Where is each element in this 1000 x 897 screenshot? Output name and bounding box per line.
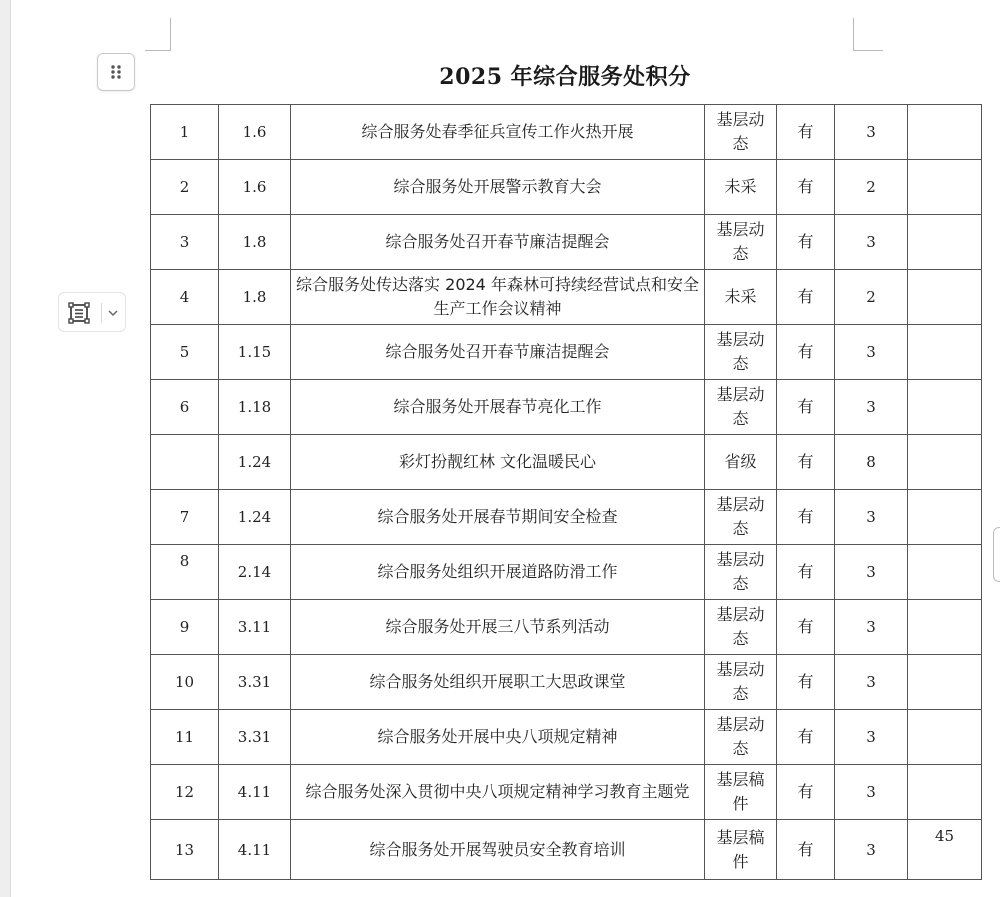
row-category[interactable]: 基层动态 xyxy=(705,215,777,270)
row-has[interactable]: 有 xyxy=(777,160,835,215)
row-has[interactable]: 有 xyxy=(777,215,835,270)
row-number[interactable]: 12 xyxy=(151,765,219,820)
row-total[interactable] xyxy=(908,765,982,820)
row-score[interactable]: 3 xyxy=(835,710,908,765)
row-number[interactable]: 4 xyxy=(151,270,219,325)
row-total[interactable] xyxy=(908,655,982,710)
row-number[interactable]: 5 xyxy=(151,325,219,380)
row-number[interactable]: 7 xyxy=(151,490,219,545)
row-content[interactable]: 综合服务处深入贯彻中央八项规定精神学习教育主题党 xyxy=(291,765,705,820)
row-date[interactable]: 1.24 xyxy=(219,490,291,545)
page-margin-corner-right xyxy=(853,18,883,51)
table-row xyxy=(151,105,982,160)
row-content[interactable]: 彩灯扮靓红林 文化温暖民心 xyxy=(291,435,705,490)
row-content[interactable]: 综合服务处春季征兵宣传工作火热开展 xyxy=(291,105,705,160)
row-date[interactable]: 3.31 xyxy=(219,710,291,765)
row-date[interactable]: 1.15 xyxy=(219,325,291,380)
block-drag-handle[interactable] xyxy=(97,53,135,91)
row-score[interactable]: 2 xyxy=(835,270,908,325)
table-row xyxy=(151,545,982,600)
row-has[interactable]: 有 xyxy=(777,105,835,160)
row-has[interactable]: 有 xyxy=(777,765,835,820)
row-score[interactable]: 3 xyxy=(835,105,908,160)
row-total[interactable] xyxy=(908,160,982,215)
table-row xyxy=(151,490,982,545)
row-category[interactable]: 省级 xyxy=(705,435,777,490)
row-score[interactable]: 2 xyxy=(835,160,908,215)
row-score[interactable]: 3 xyxy=(835,820,908,880)
row-score[interactable]: 8 xyxy=(835,435,908,490)
table-row xyxy=(151,820,982,880)
row-content[interactable]: 综合服务处开展春节亮化工作 xyxy=(291,380,705,435)
row-category[interactable]: 基层动态 xyxy=(705,545,777,600)
editor-left-gutter xyxy=(0,0,11,897)
row-number[interactable]: 6 xyxy=(151,380,219,435)
row-total[interactable] xyxy=(908,710,982,765)
row-category[interactable]: 基层动态 xyxy=(705,655,777,710)
row-content[interactable]: 综合服务处召开春节廉洁提醒会 xyxy=(291,215,705,270)
row-score[interactable]: 3 xyxy=(835,215,908,270)
row-number[interactable]: 8 xyxy=(151,545,219,600)
row-total[interactable] xyxy=(908,435,982,490)
row-date[interactable]: 1.8 xyxy=(219,215,291,270)
table-row xyxy=(151,325,982,380)
row-content[interactable]: 综合服务处开展春节期间安全检查 xyxy=(291,490,705,545)
row-total[interactable] xyxy=(908,600,982,655)
row-has[interactable]: 有 xyxy=(777,820,835,880)
table-row xyxy=(151,765,982,820)
document-title: 2025 年综合服务处积分 xyxy=(439,64,691,90)
row-content[interactable]: 综合服务处开展三八节系列活动 xyxy=(291,600,705,655)
row-score[interactable]: 3 xyxy=(835,655,908,710)
table-tool-menu[interactable] xyxy=(58,292,126,332)
score-table xyxy=(150,104,982,880)
row-category[interactable]: 基层稿件 xyxy=(705,820,777,880)
row-score[interactable]: 3 xyxy=(835,600,908,655)
row-score[interactable]: 3 xyxy=(835,490,908,545)
row-has[interactable]: 有 xyxy=(777,380,835,435)
score-table-body xyxy=(151,105,982,880)
row-number[interactable]: 10 xyxy=(151,655,219,710)
row-total[interactable]: 45 xyxy=(908,820,982,880)
table-select-icon[interactable] xyxy=(67,301,91,325)
row-date[interactable]: 1.6 xyxy=(219,160,291,215)
row-total[interactable] xyxy=(908,270,982,325)
row-category[interactable]: 未采 xyxy=(705,160,777,215)
row-total[interactable] xyxy=(908,490,982,545)
row-total[interactable] xyxy=(908,105,982,160)
side-panel-tab[interactable] xyxy=(993,527,1000,582)
row-content[interactable]: 综合服务处召开春节廉洁提醒会 xyxy=(291,325,705,380)
row-category[interactable]: 未采 xyxy=(705,270,777,325)
row-total[interactable] xyxy=(908,545,982,600)
row-category[interactable]: 基层稿件 xyxy=(705,765,777,820)
table-row xyxy=(151,600,982,655)
row-category[interactable]: 基层动态 xyxy=(705,325,777,380)
row-has[interactable]: 有 xyxy=(777,325,835,380)
row-has[interactable]: 有 xyxy=(777,435,835,490)
row-date[interactable]: 1.18 xyxy=(219,380,291,435)
row-number[interactable]: 1 xyxy=(151,105,219,160)
row-content[interactable]: 综合服务处开展驾驶员安全教育培训 xyxy=(291,820,705,880)
row-date[interactable]: 1.8 xyxy=(219,270,291,325)
row-score[interactable]: 3 xyxy=(835,765,908,820)
row-content[interactable]: 综合服务处组织开展职工大思政课堂 xyxy=(291,655,705,710)
row-date[interactable]: 1.6 xyxy=(219,105,291,160)
row-score[interactable]: 3 xyxy=(835,380,908,435)
row-date[interactable]: 3.11 xyxy=(219,600,291,655)
row-category[interactable]: 基层动态 xyxy=(705,600,777,655)
drag-handle-icon xyxy=(107,63,125,81)
row-content[interactable]: 综合服务处组织开展道路防滑工作 xyxy=(291,545,705,600)
row-content[interactable]: 综合服务处开展警示教育大会 xyxy=(291,160,705,215)
page-margin-corner-left xyxy=(145,18,171,51)
row-category[interactable]: 基层动态 xyxy=(705,490,777,545)
row-number[interactable]: 13 xyxy=(151,820,219,880)
row-total[interactable] xyxy=(908,380,982,435)
row-total[interactable] xyxy=(908,325,982,380)
row-category[interactable]: 基层动态 xyxy=(705,105,777,160)
row-number[interactable]: 2 xyxy=(151,160,219,215)
table-row xyxy=(151,160,982,215)
row-score[interactable]: 3 xyxy=(835,545,908,600)
tool-separator xyxy=(101,303,102,323)
table-row xyxy=(151,655,982,710)
row-number[interactable]: 3 xyxy=(151,215,219,270)
row-has[interactable]: 有 xyxy=(777,600,835,655)
row-total[interactable] xyxy=(908,215,982,270)
row-content[interactable]: 综合服务处传达落实 2024 年森林可持续经营试点和安全生产工作会议精神 xyxy=(291,270,705,325)
row-content[interactable]: 综合服务处开展中央八项规定精神 xyxy=(291,710,705,765)
table-row xyxy=(151,270,982,325)
row-category[interactable]: 基层动态 xyxy=(705,380,777,435)
row-has[interactable]: 有 xyxy=(777,490,835,545)
row-has[interactable]: 有 xyxy=(777,655,835,710)
row-number[interactable]: 9 xyxy=(151,600,219,655)
row-date[interactable]: 4.11 xyxy=(219,765,291,820)
chevron-down-icon[interactable] xyxy=(106,306,120,320)
table-row xyxy=(151,710,982,765)
table-row xyxy=(151,435,982,490)
row-date[interactable]: 1.24 xyxy=(219,435,291,490)
row-has[interactable]: 有 xyxy=(777,545,835,600)
table-row xyxy=(151,380,982,435)
row-number[interactable]: 11 xyxy=(151,710,219,765)
row-has[interactable]: 有 xyxy=(777,710,835,765)
row-category[interactable]: 基层动态 xyxy=(705,710,777,765)
row-number[interactable] xyxy=(151,435,219,490)
row-date[interactable]: 2.14 xyxy=(219,545,291,600)
row-has[interactable]: 有 xyxy=(777,270,835,325)
row-date[interactable]: 4.11 xyxy=(219,820,291,880)
row-date[interactable]: 3.31 xyxy=(219,655,291,710)
table-row xyxy=(151,215,982,270)
row-score[interactable]: 3 xyxy=(835,325,908,380)
